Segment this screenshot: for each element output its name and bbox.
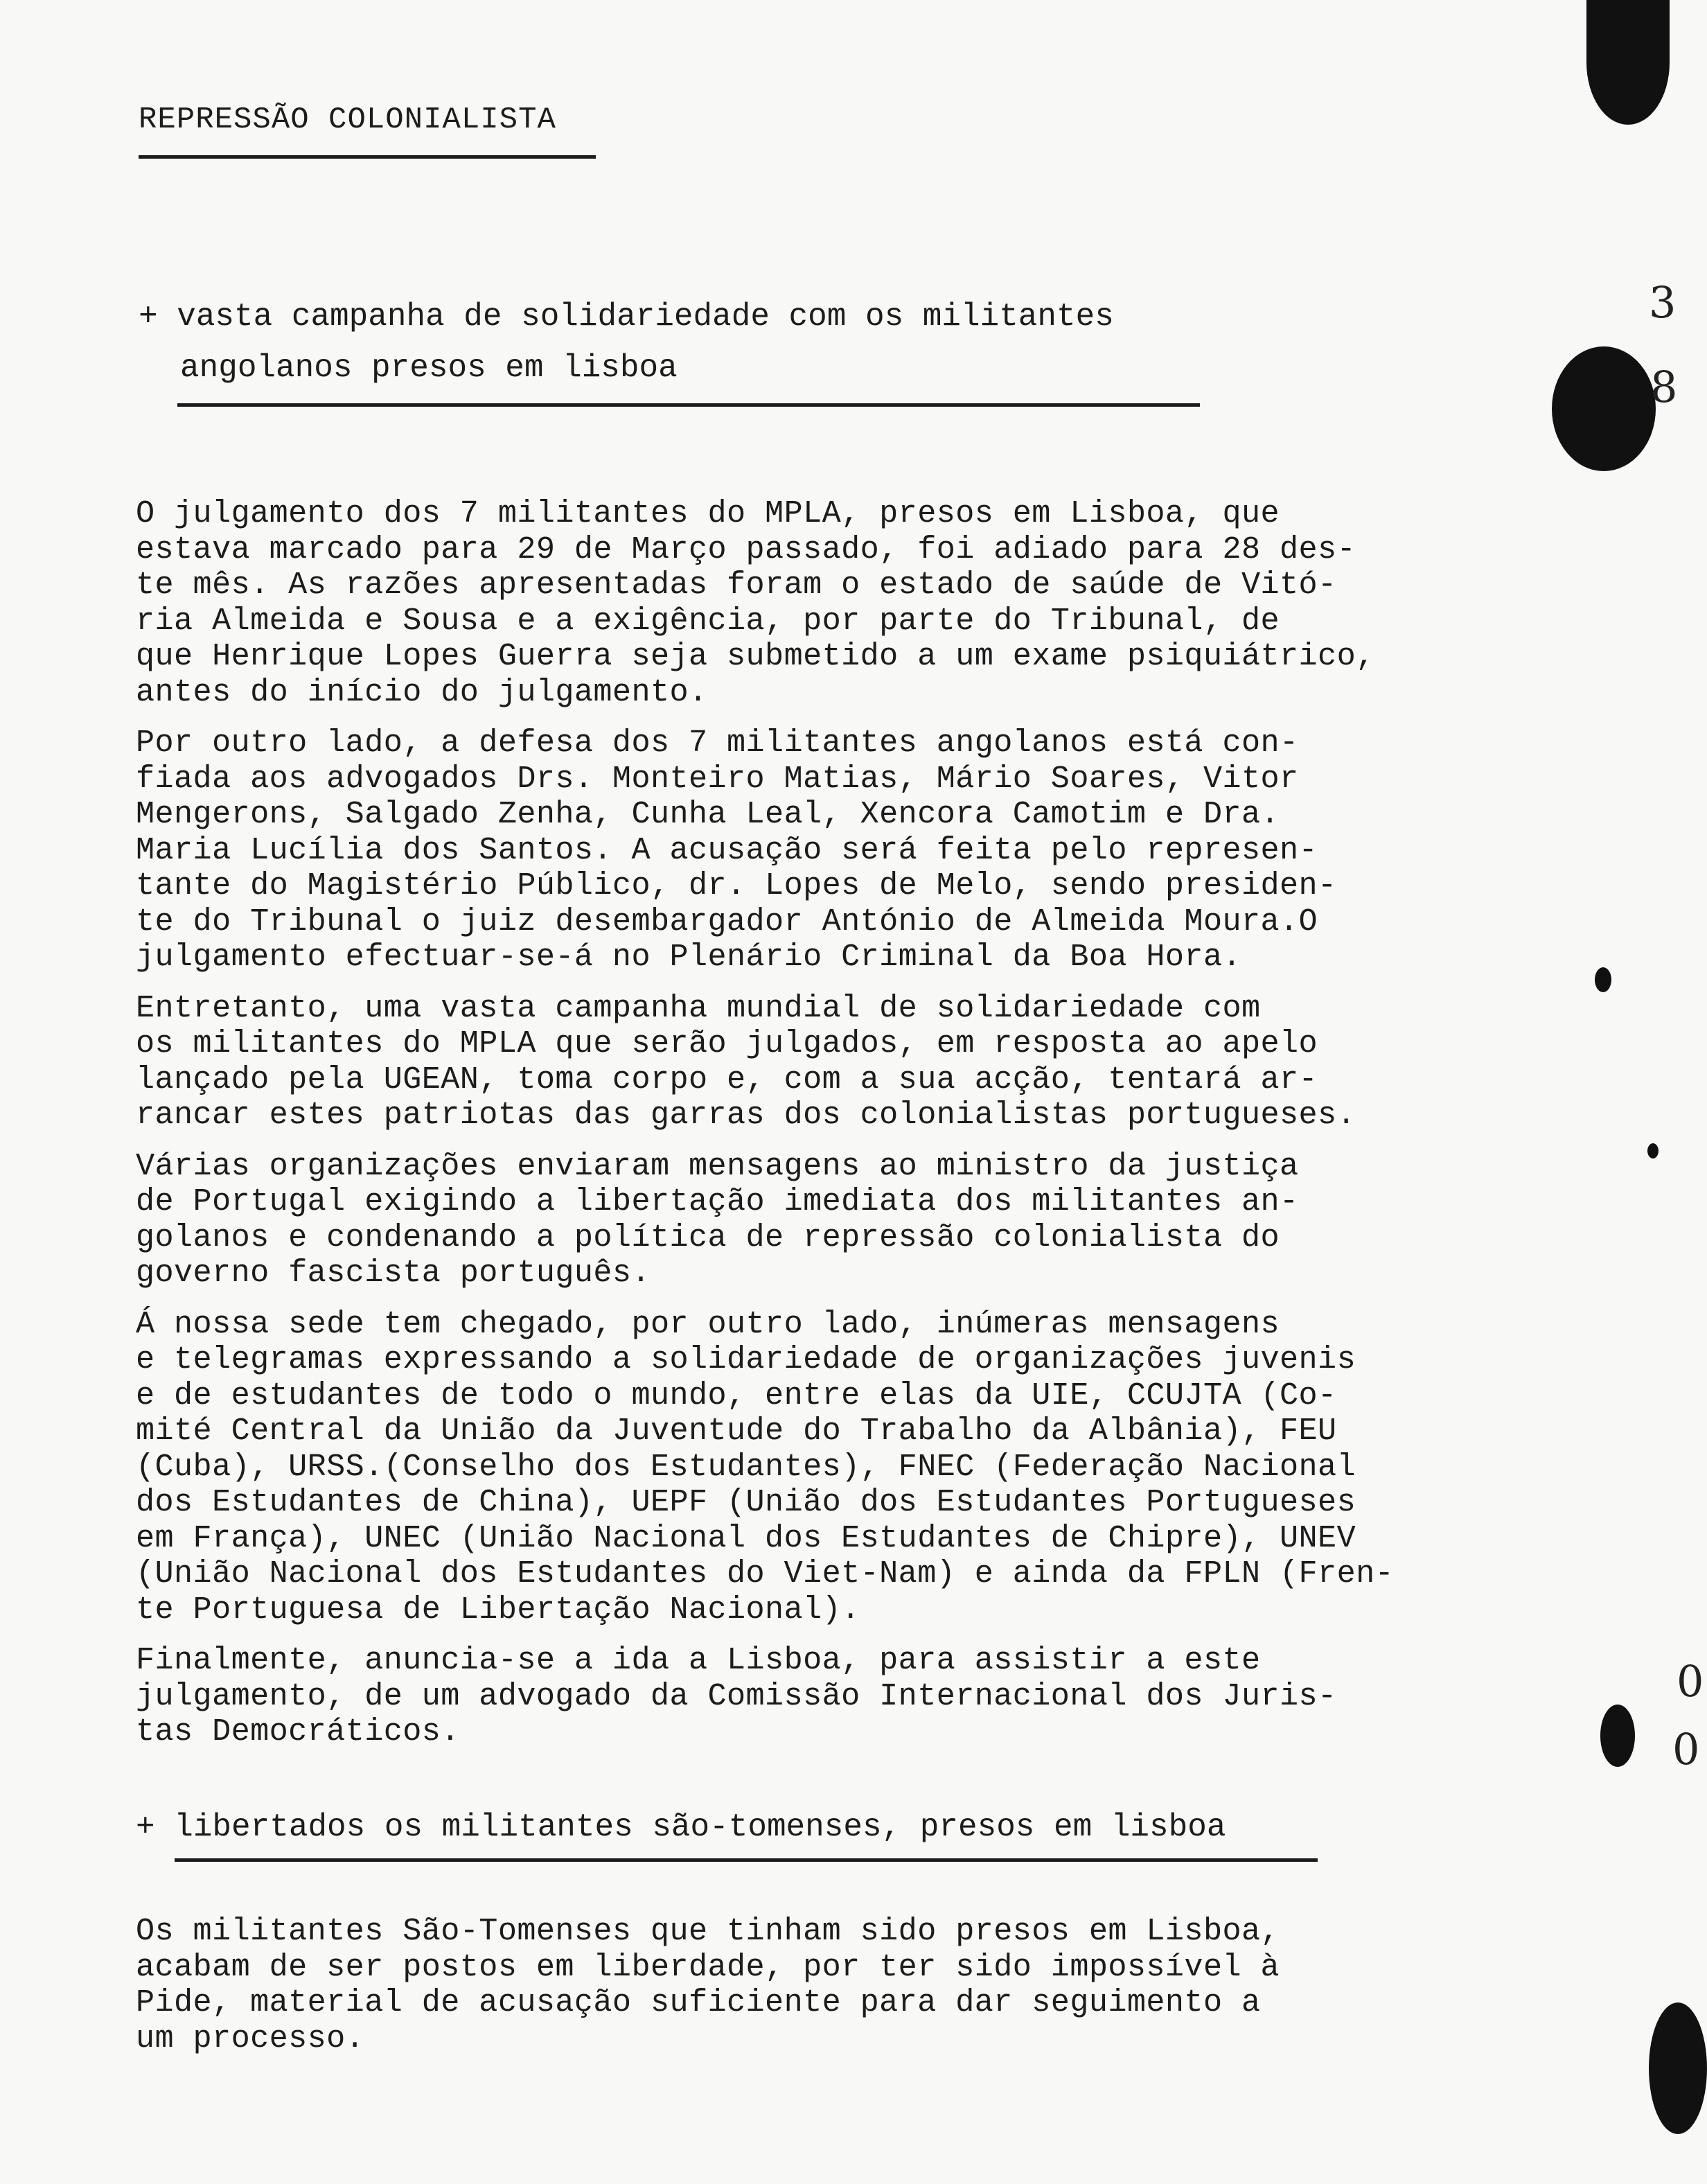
ink-spot-1: [1595, 967, 1611, 992]
margin-mark-4: 0: [1672, 1724, 1700, 1774]
ink-blot-middle: [1552, 346, 1656, 471]
ink-spot-2: [1647, 1143, 1659, 1159]
margin-mark-3: 0: [1677, 1656, 1704, 1707]
article1-headline-line2: angolanos presos em lisboa: [180, 350, 678, 386]
section-title-underline: [139, 155, 596, 159]
article1-paragraph-1: O julgamento dos 7 militantes do MPLA, presos em Lisboa, que estava marcado para 29 de Março passado, foi adiado para 28 des- te mês. As razões apresentadas foram o estado de saúde de Vitó- ria Almeida e Sousa e a exigência, por parte do Tribunal, de que Henrique Lopes Guerra seja submetido a um exame psiquiátrico, antes do início do julgamento.: [136, 495, 1375, 710]
article1-headline-underline: [177, 403, 1200, 407]
article2-headline-underline: [175, 1858, 1318, 1862]
article1-paragraph-5: Á nossa sede tem chegado, por outro lado, inúmeras mensagens e telegramas expressando a solidariedade de organizações juvenis e de estudantes de todo o mundo, entre elas da UIE, CCUJTA (Co- mité Central da União da Juventude do Trabalho da Albânia), FEU (Cuba), URSS.(Conselho dos Estudantes), FNEC (Federação Nacional dos Estudantes de China), UEPF (União dos Estudantes Portugueses em França), UNEC (União Nacional dos Estudantes de Chipre), UNEV (União Nacional dos Estudantes do Viet-Nam) e ainda da FPLN (Fren- te Portuguesa de Libertação Nacional).: [136, 1305, 1395, 1628]
ink-blot-lower: [1600, 1705, 1635, 1767]
ink-blot-top: [1586, 0, 1670, 125]
ink-blot-bottom: [1649, 2002, 1707, 2134]
article2-headline: + libertados os militantes são-tomenses, presos em lisboa: [136, 1809, 1226, 1845]
article1-headline: [139, 291, 1114, 394]
article1-paragraph-2: Por outro lado, a defesa dos 7 militantes angolanos está con- fiada aos advogados Drs. Monteiro Matias, Mário Soares, Vitor Mengerons, Salgado Zenha, Cunha Leal, Xencora Camotim e Dra. Maria Lucília dos Santos. A acusação será feita pelo represen- tante do Magistério Público, dr. Lopes de Melo, sendo presiden- te do Tribunal o juiz desembargador António de Almeida Moura.O julgamento efectuar-se-á no Plenário Criminal da Boa Hora.: [136, 725, 1337, 975]
article1-paragraph-6: Finalmente, anuncia-se a ida a Lisboa, para assistir a este julgamento, de um advogado da Comissão Internacional dos Juris- tas Democráticos.: [136, 1642, 1337, 1750]
section-title: REPRESSÃO COLONIALISTA: [139, 103, 556, 137]
margin-mark-2: 8: [1650, 362, 1678, 412]
article2-body: [136, 1914, 1487, 2072]
article1-paragraph-3: Entretanto, uma vasta campanha mundial de solidariedade com os militantes do MPLA que serão julgados, em resposta ao apelo lançado pela UGEAN, toma corpo e, com a sua acção, tentará ar- rancar estes patriotas das garras dos colonialistas portugueses.: [136, 989, 1356, 1133]
article1-body: [136, 496, 1487, 1765]
article2-paragraph-1: Os militantes São-Tomenses que tinham sido presos em Lisboa, acabam de ser postos em liberdade, por ter sido impossível à Pide, material de acusação suficiente para dar seguimento a um processo.: [136, 1913, 1280, 2057]
article1-paragraph-4: Várias organizações enviaram mensagens ao ministro da justiça de Portugal exigindo a libertação imediata dos militantes an- golanos e condenando a política de repressão colonialista do governo fascista português.: [136, 1147, 1299, 1291]
margin-mark-1: 3: [1649, 277, 1677, 328]
article1-headline-line1: + vasta campanha de solidariedade com os militantes: [139, 299, 1114, 335]
